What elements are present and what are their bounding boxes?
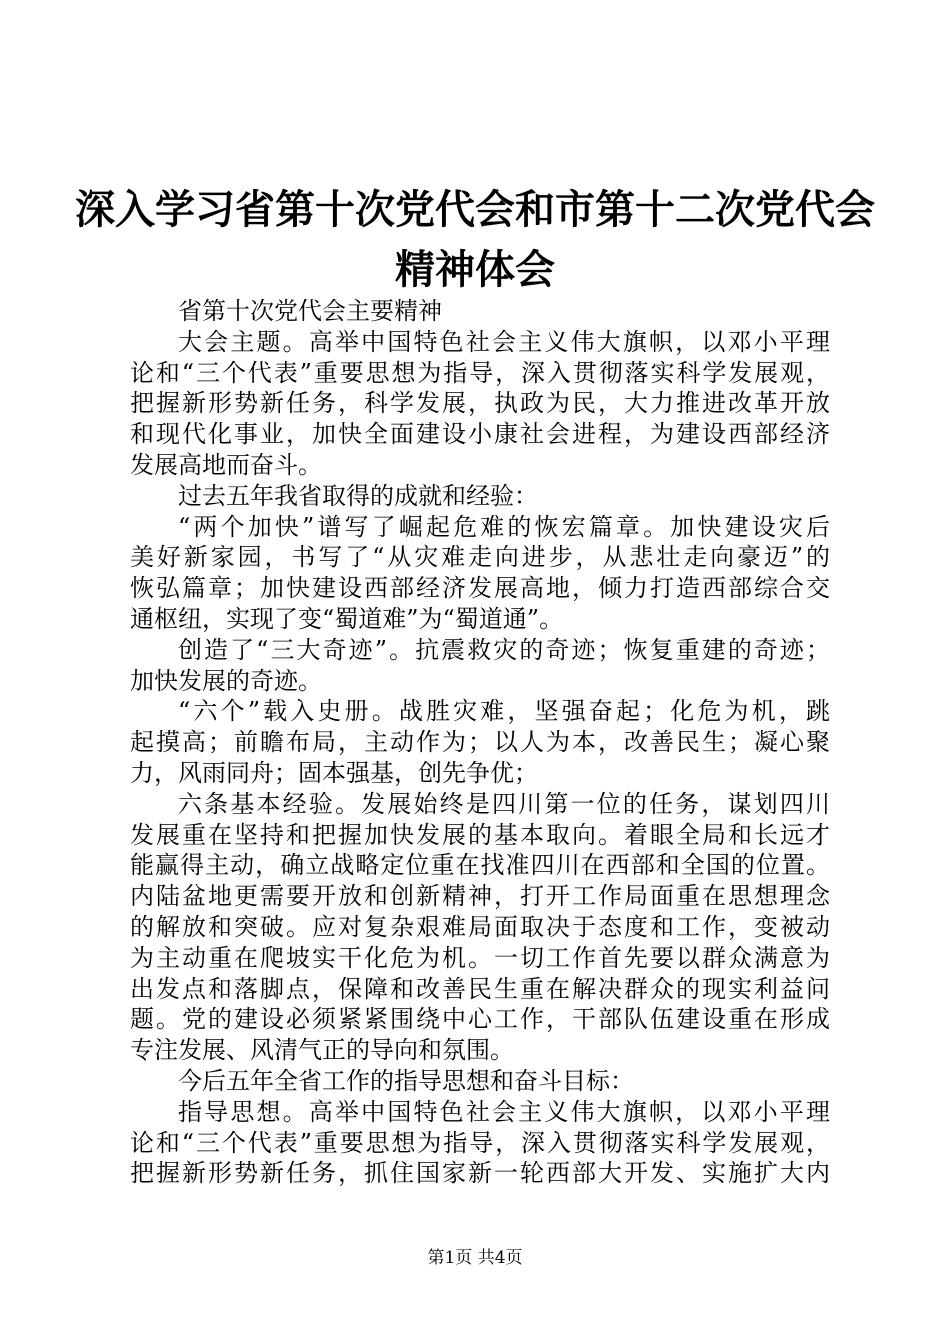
body-text-line: “六个”载入史册。战胜灾难，坚强奋起；化危为机，跳 — [178, 697, 830, 726]
body-text-line: 力，风雨同舟；固本强基，创先争优； — [130, 758, 538, 787]
body-text-line: 加快发展的奇迹。 — [130, 666, 322, 695]
body-text-line: 专注发展、风清气正的导向和氛围。 — [130, 1036, 514, 1065]
document-body — [130, 296, 830, 1189]
body-text-line: 题。党的建设必须紧紧围绕中心工作，干部队伍建设重在形成 — [130, 1005, 830, 1034]
body-text-line: 过去五年我省取得的成就和经验： — [178, 481, 538, 510]
body-text-line: 能赢得主动，确立战略定位重在找准四川在西部和全国的位置。 — [130, 851, 830, 880]
page-footer: 第1页 共4页 — [427, 1248, 523, 1268]
body-text-line: 出发点和落脚点，保障和改善民生重在解决群众的现实利益问 — [130, 974, 830, 1003]
body-text-line: 起摸高；前瞻布局，主动作为；以人为本，改善民生；凝心聚 — [130, 728, 830, 757]
document-title-line-1: 深入学习省第十次党代会和市第十二次党代会 — [75, 186, 875, 233]
body-text-line: 发展高地而奋斗。 — [130, 450, 322, 479]
body-text-line: 和现代化事业，加快全面建设小康社会进程，为建设西部经济 — [130, 420, 830, 449]
body-text-line: 创造了“三大奇迹”。抗震救灾的奇迹；恢复重建的奇迹； — [178, 635, 830, 664]
body-text-line: 六条基本经验。发展始终是四川第一位的任务，谋划四川 — [178, 789, 830, 818]
body-text-line: 论和“三个代表”重要思想为指导，深入贯彻落实科学发展观， — [130, 1128, 830, 1157]
body-text-line: 为主动重在爬坡实干化危为机。一切工作首先要以群众满意为 — [130, 943, 830, 972]
body-text-line: 把握新形势新任务，科学发展，执政为民，大力推进改革开放 — [130, 389, 830, 418]
body-text-line: 发展重在坚持和把握加快发展的基本取向。着眼全局和长远才 — [130, 820, 830, 849]
body-text-line: 恢弘篇章；加快建设西部经济发展高地，倾力打造西部综合交 — [130, 574, 830, 603]
body-text-line: 通枢纽，实现了变“蜀道难”为“蜀道通”。 — [130, 604, 564, 633]
body-text-line: 把握新形势新任务，抓住国家新一轮西部大开发、实施扩大内 — [130, 1159, 830, 1188]
body-text-line: 省第十次党代会主要精神 — [178, 297, 442, 325]
body-text-line: 的解放和突破。应对复杂艰难局面取决于态度和工作，变被动 — [130, 912, 830, 941]
body-text-line: 指导思想。高举中国特色社会主义伟大旗帜，以邓小平理 — [178, 1097, 830, 1126]
body-text-line: 今后五年全省工作的指导思想和奋斗目标： — [178, 1066, 634, 1095]
body-text-line: 内陆盆地更需要开放和创新精神，打开工作局面重在思想理念 — [130, 882, 830, 911]
body-text-line: “两个加快”谱写了崛起危难的恢宏篇章。加快建设灾后 — [178, 512, 830, 541]
body-text-line: 论和“三个代表”重要思想为指导，深入贯彻落实科学发展观， — [130, 358, 830, 387]
body-text-line: 美好新家园，书写了“从灾难走向进步，从悲壮走向豪迈”的 — [130, 543, 830, 572]
document-title-line-2: 精神体会 — [395, 246, 555, 293]
body-text-line: 大会主题。高举中国特色社会主义伟大旗帜，以邓小平理 — [178, 327, 830, 356]
